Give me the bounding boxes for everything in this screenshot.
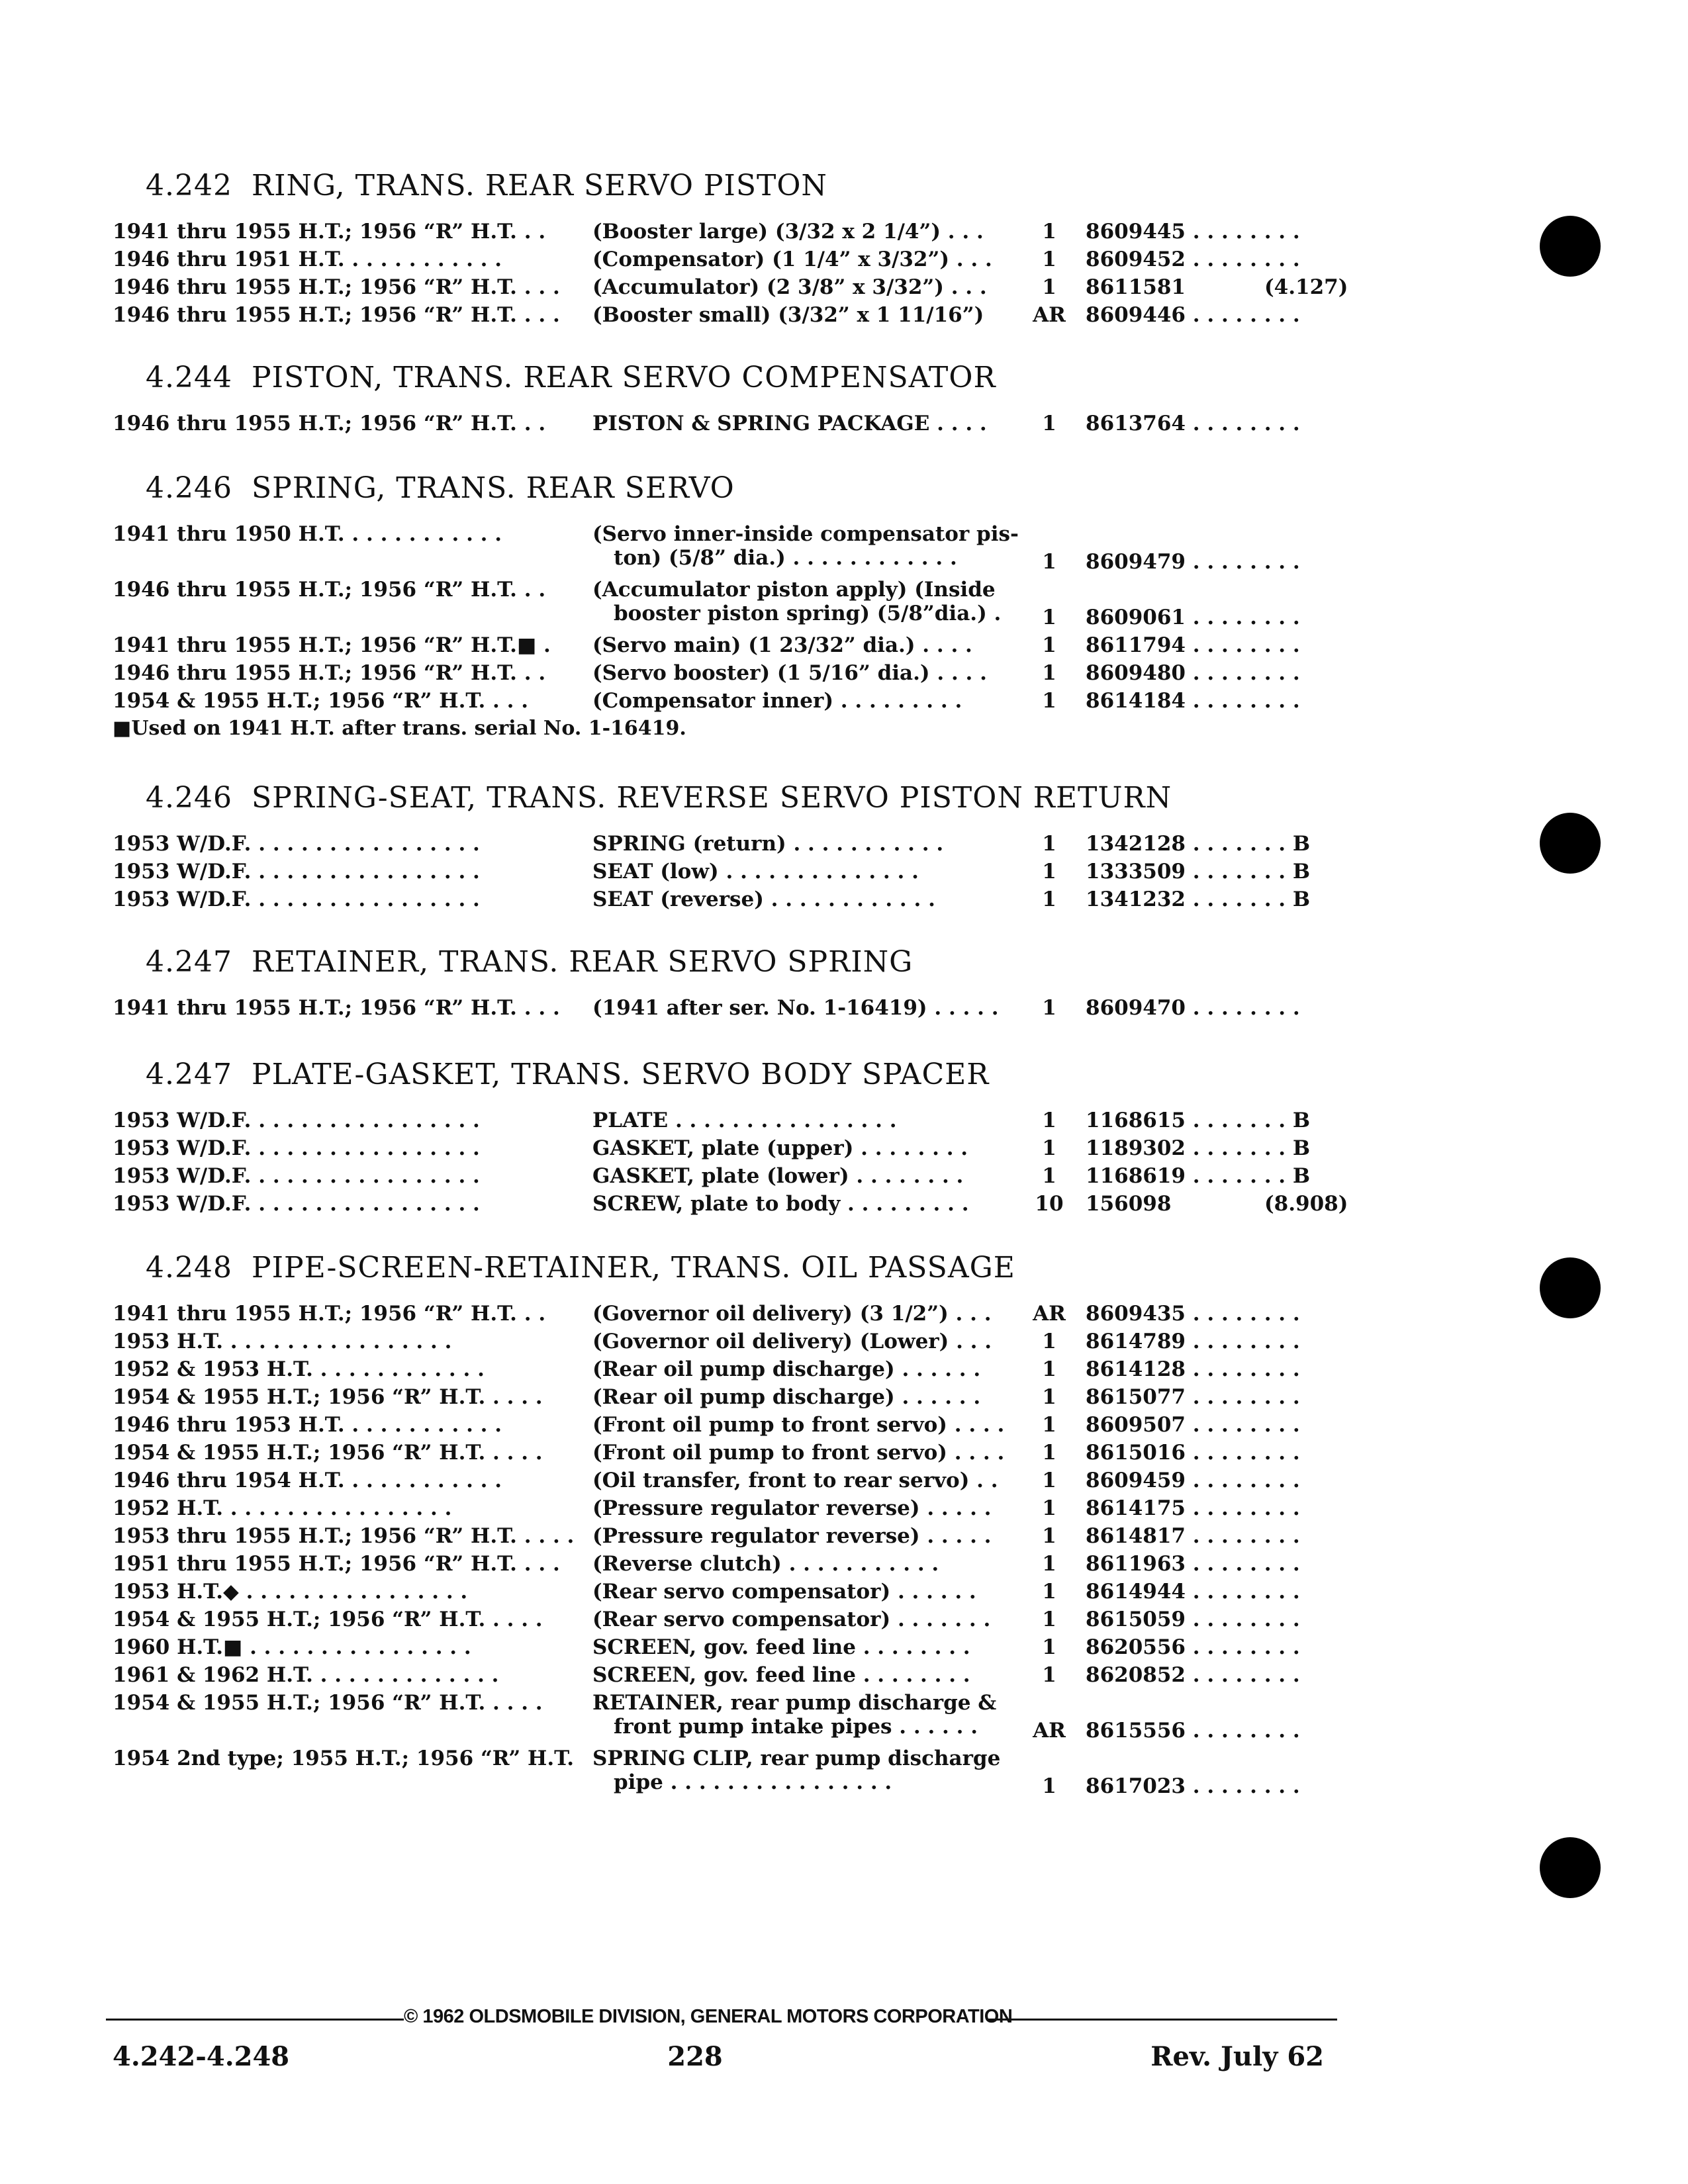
quantity: 1 bbox=[1042, 550, 1056, 574]
part-row bbox=[113, 1747, 1350, 1802]
part-row bbox=[113, 887, 1350, 915]
application: 1954 & 1955 H.T.; 1956 “R” H.T. . . . . bbox=[113, 1691, 543, 1715]
part-row bbox=[113, 1164, 1350, 1192]
part-row bbox=[113, 248, 1350, 275]
description: RETAINER, rear pump discharge & bbox=[592, 1691, 997, 1715]
part-number: 8615016 . . . . . . . . bbox=[1086, 1441, 1300, 1465]
part-number: 8614817 . . . . . . . . bbox=[1086, 1524, 1300, 1548]
part-number: 8609446 . . . . . . . . bbox=[1086, 303, 1300, 327]
part-row bbox=[113, 661, 1350, 689]
part-row bbox=[113, 1580, 1350, 1608]
part-row bbox=[113, 1691, 1350, 1747]
quantity: 1 bbox=[1042, 996, 1056, 1020]
application: 1941 thru 1955 H.T.; 1956 “R” H.T. . . bbox=[113, 220, 546, 244]
section-number: 4.246 bbox=[146, 471, 232, 505]
part-number: 8614184 . . . . . . . . bbox=[1086, 689, 1300, 713]
part-number: 1168615 . . . . . . . B bbox=[1086, 1109, 1311, 1132]
quantity: 1 bbox=[1042, 1774, 1056, 1798]
quantity: 1 bbox=[1042, 1663, 1056, 1687]
binder-hole bbox=[1540, 813, 1601, 874]
part-number: 8611794 . . . . . . . . bbox=[1086, 633, 1300, 657]
description: SPRING (return) . . . . . . . . . . . bbox=[592, 832, 944, 856]
quantity: 1 bbox=[1042, 661, 1056, 685]
part-number: 8609507 . . . . . . . . bbox=[1086, 1413, 1300, 1437]
application: 1953 W/D.F. . . . . . . . . . . . . . . . . bbox=[113, 832, 480, 856]
section-title: RETAINER, TRANS. REAR SERVO SPRING bbox=[252, 945, 914, 979]
part-row bbox=[113, 1524, 1350, 1552]
part-number: 1342128 . . . . . . . B bbox=[1086, 832, 1311, 856]
quantity: 1 bbox=[1042, 887, 1056, 911]
part-number: 8617023 . . . . . . . . bbox=[1086, 1774, 1300, 1798]
quantity: 1 bbox=[1042, 1635, 1056, 1659]
application: 1946 thru 1954 H.T. . . . . . . . . . . . bbox=[113, 1469, 502, 1492]
part-number-cell bbox=[1086, 275, 1350, 299]
binder-hole bbox=[1540, 216, 1601, 277]
application: 1954 & 1955 H.T.; 1956 “R” H.T. . . . . bbox=[113, 1608, 543, 1631]
section-4-246-spring-seat bbox=[113, 781, 1350, 915]
section-4-248 bbox=[113, 1251, 1350, 1802]
section-title: PIPE-SCREEN-RETAINER, TRANS. OIL PASSAGE bbox=[252, 1251, 1015, 1285]
section-title: SPRING-SEAT, TRANS. REVERSE SERVO PISTON RETURN bbox=[252, 781, 1172, 815]
application: 1941 thru 1950 H.T. . . . . . . . . . . . bbox=[113, 522, 502, 546]
cross-reference: (4.127) bbox=[1264, 275, 1348, 299]
description-continued: booster piston spring) (5/8”dia.) . bbox=[614, 602, 1002, 625]
description: (Compensator) (1 1/4” x 3/32”) . . . bbox=[592, 248, 992, 271]
description: SCREW, plate to body . . . . . . . . . bbox=[592, 1192, 969, 1216]
part-number: 8615556 . . . . . . . . bbox=[1086, 1719, 1300, 1743]
quantity: 1 bbox=[1042, 275, 1056, 299]
part-row bbox=[113, 996, 1350, 1024]
part-number: 1341232 . . . . . . . B bbox=[1086, 887, 1311, 911]
quantity: 1 bbox=[1042, 1109, 1056, 1132]
quantity: 1 bbox=[1042, 1608, 1056, 1631]
description: (Rear oil pump discharge) . . . . . . bbox=[592, 1385, 981, 1409]
description: GASKET, plate (upper) . . . . . . . . bbox=[592, 1136, 968, 1160]
quantity: AR bbox=[1033, 1302, 1066, 1326]
quantity: 1 bbox=[1042, 1413, 1056, 1437]
part-row bbox=[113, 633, 1350, 661]
part-number-cell bbox=[1086, 1192, 1350, 1216]
revision-date: Rev. July 62 bbox=[1150, 2041, 1324, 2072]
description: (Pressure regulator reverse) . . . . . bbox=[592, 1496, 992, 1520]
application: 1953 thru 1955 H.T.; 1956 “R” H.T. . . . . bbox=[113, 1524, 575, 1548]
part-row bbox=[113, 1413, 1350, 1441]
part-number: 8611963 . . . . . . . . bbox=[1086, 1552, 1300, 1576]
part-row bbox=[113, 1441, 1350, 1469]
application: 1946 thru 1951 H.T. . . . . . . . . . . . bbox=[113, 248, 502, 271]
part-number: 8615077 . . . . . . . . bbox=[1086, 1385, 1300, 1409]
application: 1946 thru 1955 H.T.; 1956 “R” H.T. . . bbox=[113, 661, 546, 685]
part-number: 8609470 . . . . . . . . bbox=[1086, 996, 1300, 1020]
description: (Rear servo compensator) . . . . . . bbox=[592, 1580, 976, 1604]
part-number: 8609480 . . . . . . . . bbox=[1086, 661, 1300, 685]
part-row bbox=[113, 412, 1350, 439]
part-row bbox=[113, 1552, 1350, 1580]
copyright-notice: © 1962 OLDSMOBILE DIVISION, GENERAL MOTORS CORPORATION bbox=[404, 2006, 1013, 2027]
quantity: 1 bbox=[1042, 1441, 1056, 1465]
description: (Oil transfer, front to rear servo) . . bbox=[592, 1469, 998, 1492]
application: 1953 W/D.F. . . . . . . . . . . . . . . . . bbox=[113, 1136, 480, 1160]
part-number: 8611581 bbox=[1086, 275, 1186, 299]
part-row bbox=[113, 220, 1350, 248]
cross-reference: (8.908) bbox=[1264, 1192, 1348, 1216]
description: (Pressure regulator reverse) . . . . . bbox=[592, 1524, 992, 1548]
section-heading bbox=[146, 1251, 1350, 1285]
part-row bbox=[113, 1635, 1350, 1663]
quantity: 1 bbox=[1042, 1524, 1056, 1548]
part-row bbox=[113, 578, 1350, 633]
section-number: 4.248 bbox=[146, 1251, 232, 1285]
section-number: 4.246 bbox=[146, 781, 232, 815]
section-4-242 bbox=[113, 169, 1350, 331]
description: SPRING CLIP, rear pump discharge bbox=[592, 1747, 1001, 1770]
part-number: 1168619 . . . . . . . B bbox=[1086, 1164, 1311, 1188]
part-row bbox=[113, 1385, 1350, 1413]
page-number: 228 bbox=[667, 2041, 723, 2072]
description: (Accumulator piston apply) (Inside bbox=[592, 578, 996, 602]
description: (Servo booster) (1 5/16” dia.) . . . . bbox=[592, 661, 987, 685]
description-continued: front pump intake pipes . . . . . . bbox=[614, 1715, 978, 1739]
application: 1954 & 1955 H.T.; 1956 “R” H.T. . . . . bbox=[113, 1385, 543, 1409]
description: (Servo inner-inside compensator pis- bbox=[592, 522, 1019, 546]
description: SEAT (low) . . . . . . . . . . . . . . bbox=[592, 860, 919, 884]
part-row bbox=[113, 860, 1350, 887]
quantity: 10 bbox=[1035, 1192, 1064, 1216]
quantity: 1 bbox=[1042, 1580, 1056, 1604]
part-row bbox=[113, 522, 1350, 578]
footnote: ■Used on 1941 H.T. after trans. serial No. 1-16419. bbox=[113, 717, 686, 740]
application: 1946 thru 1955 H.T.; 1956 “R” H.T. . . . bbox=[113, 303, 560, 327]
description: GASKET, plate (lower) . . . . . . . . bbox=[592, 1164, 964, 1188]
quantity: 1 bbox=[1042, 832, 1056, 856]
section-heading bbox=[146, 945, 1350, 979]
quantity: 1 bbox=[1042, 860, 1056, 884]
section-4-247-retainer bbox=[113, 945, 1350, 1024]
part-row bbox=[113, 1469, 1350, 1496]
part-number: 156098 bbox=[1086, 1192, 1172, 1216]
part-row bbox=[113, 1357, 1350, 1385]
part-row bbox=[113, 1302, 1350, 1330]
application: 1954 & 1955 H.T.; 1956 “R” H.T. . . . . bbox=[113, 1441, 543, 1465]
application: 1961 & 1962 H.T. . . . . . . . . . . . . . bbox=[113, 1663, 499, 1687]
description: PISTON & SPRING PACKAGE . . . . bbox=[592, 412, 987, 435]
quantity: 1 bbox=[1042, 1330, 1056, 1353]
description: (1941 after ser. No. 1-16419) . . . . . bbox=[592, 996, 999, 1020]
description: (Governor oil delivery) (Lower) . . . bbox=[592, 1330, 992, 1353]
section-4-244 bbox=[113, 361, 1350, 439]
part-number: 8609479 . . . . . . . . bbox=[1086, 550, 1300, 574]
application: 1941 thru 1955 H.T.; 1956 “R” H.T. . . . bbox=[113, 996, 560, 1020]
application: 1954 2nd type; 1955 H.T.; 1956 “R” H.T. bbox=[113, 1747, 575, 1770]
part-number: 1189302 . . . . . . . B bbox=[1086, 1136, 1311, 1160]
section-number: 4.244 bbox=[146, 361, 232, 394]
application: 1953 W/D.F. . . . . . . . . . . . . . . . . bbox=[113, 887, 480, 911]
description: SCREEN, gov. feed line . . . . . . . . bbox=[592, 1635, 970, 1659]
application: 1953 W/D.F. . . . . . . . . . . . . . . . . bbox=[113, 1192, 480, 1216]
quantity: 1 bbox=[1042, 1469, 1056, 1492]
part-number: 8614789 . . . . . . . . bbox=[1086, 1330, 1300, 1353]
part-number: 8613764 . . . . . . . . bbox=[1086, 412, 1300, 435]
application: 1954 & 1955 H.T.; 1956 “R” H.T. . . . bbox=[113, 689, 528, 713]
section-heading bbox=[146, 471, 1350, 505]
part-number: 8609435 . . . . . . . . bbox=[1086, 1302, 1300, 1326]
part-number: 8614944 . . . . . . . . bbox=[1086, 1580, 1300, 1604]
application: 1941 thru 1955 H.T.; 1956 “R” H.T. . . bbox=[113, 1302, 546, 1326]
application: 1953 H.T.◆ . . . . . . . . . . . . . . . . bbox=[113, 1580, 468, 1604]
quantity: 1 bbox=[1042, 1136, 1056, 1160]
section-heading bbox=[146, 781, 1350, 815]
quantity: AR bbox=[1033, 303, 1066, 327]
quantity: 1 bbox=[1042, 1552, 1056, 1576]
quantity: AR bbox=[1033, 1719, 1066, 1743]
section-number: 4.247 bbox=[146, 945, 232, 979]
section-title: PLATE-GASKET, TRANS. SERVO BODY SPACER bbox=[252, 1058, 990, 1091]
description: (Booster large) (3/32 x 2 1/4”) . . . bbox=[592, 220, 984, 244]
part-number: 8615059 . . . . . . . . bbox=[1086, 1608, 1300, 1631]
quantity: 1 bbox=[1042, 1385, 1056, 1409]
section-4-246-spring bbox=[113, 471, 1350, 743]
quantity: 1 bbox=[1042, 606, 1056, 629]
quantity: 1 bbox=[1042, 1164, 1056, 1188]
description: (Rear oil pump discharge) . . . . . . bbox=[592, 1357, 981, 1381]
description: PLATE . . . . . . . . . . . . . . . . bbox=[592, 1109, 897, 1132]
application: 1953 W/D.F. . . . . . . . . . . . . . . . . bbox=[113, 1164, 480, 1188]
section-heading bbox=[146, 361, 1350, 394]
section-title: RING, TRANS. REAR SERVO PISTON bbox=[252, 169, 827, 203]
application: 1952 & 1953 H.T. . . . . . . . . . . . . bbox=[113, 1357, 485, 1381]
description: (Front oil pump to front servo) . . . . bbox=[592, 1413, 1005, 1437]
section-4-247-plate-gasket bbox=[113, 1058, 1350, 1220]
part-row bbox=[113, 1192, 1350, 1220]
application: 1946 thru 1955 H.T.; 1956 “R” H.T. . . bbox=[113, 578, 546, 602]
quantity: 1 bbox=[1042, 1496, 1056, 1520]
part-row bbox=[113, 832, 1350, 860]
application: 1952 H.T. . . . . . . . . . . . . . . . . bbox=[113, 1496, 452, 1520]
description: (Accumulator) (2 3/8” x 3/32”) . . . bbox=[592, 275, 987, 299]
description: SCREEN, gov. feed line . . . . . . . . bbox=[592, 1663, 970, 1687]
quantity: 1 bbox=[1042, 1357, 1056, 1381]
description: (Servo main) (1 23/32” dia.) . . . . bbox=[592, 633, 972, 657]
quantity: 1 bbox=[1042, 220, 1056, 244]
section-range: 4.242-4.248 bbox=[113, 2041, 290, 2072]
description: (Booster small) (3/32” x 1 11/16”) bbox=[592, 303, 984, 327]
part-number: 8609459 . . . . . . . . bbox=[1086, 1469, 1300, 1492]
part-row bbox=[113, 689, 1350, 717]
description: (Governor oil delivery) (3 1/2”) . . . bbox=[592, 1302, 992, 1326]
application: 1946 thru 1953 H.T. . . . . . . . . . . . bbox=[113, 1413, 502, 1437]
part-number: 8609452 . . . . . . . . bbox=[1086, 248, 1300, 271]
application: 1946 thru 1955 H.T.; 1956 “R” H.T. . . bbox=[113, 412, 546, 435]
application: 1960 H.T.■ . . . . . . . . . . . . . . . . bbox=[113, 1635, 471, 1659]
part-number: 8620556 . . . . . . . . bbox=[1086, 1635, 1300, 1659]
description: (Rear servo compensator) . . . . . . . bbox=[592, 1608, 991, 1631]
section-number: 4.247 bbox=[146, 1058, 232, 1091]
description-continued: ton) (5/8” dia.) . . . . . . . . . . . . bbox=[614, 546, 957, 570]
part-row bbox=[113, 275, 1350, 303]
application: 1941 thru 1955 H.T.; 1956 “R” H.T.■ . bbox=[113, 633, 551, 657]
description-continued: pipe . . . . . . . . . . . . . . . . bbox=[614, 1770, 892, 1794]
binder-hole bbox=[1540, 1257, 1601, 1318]
part-number: 8620852 . . . . . . . . bbox=[1086, 1663, 1300, 1687]
section-heading bbox=[146, 1058, 1350, 1091]
section-number: 4.242 bbox=[146, 169, 232, 203]
application: 1953 W/D.F. . . . . . . . . . . . . . . . . bbox=[113, 860, 480, 884]
description: (Compensator inner) . . . . . . . . . bbox=[592, 689, 962, 713]
quantity: 1 bbox=[1042, 412, 1056, 435]
part-number: 1333509 . . . . . . . B bbox=[1086, 860, 1311, 884]
part-number: 8609061 . . . . . . . . bbox=[1086, 606, 1300, 629]
description: (Front oil pump to front servo) . . . . bbox=[592, 1441, 1005, 1465]
application: 1946 thru 1955 H.T.; 1956 “R” H.T. . . . bbox=[113, 275, 560, 299]
section-title: PISTON, TRANS. REAR SERVO COMPENSATOR bbox=[252, 361, 996, 394]
quantity: 1 bbox=[1042, 633, 1056, 657]
application: 1953 W/D.F. . . . . . . . . . . . . . . . . bbox=[113, 1109, 480, 1132]
part-row bbox=[113, 1608, 1350, 1635]
part-number: 8614128 . . . . . . . . bbox=[1086, 1357, 1300, 1381]
part-row bbox=[113, 303, 1350, 331]
part-row bbox=[113, 1496, 1350, 1524]
part-row bbox=[113, 1663, 1350, 1691]
part-row bbox=[113, 1330, 1350, 1357]
application: 1951 thru 1955 H.T.; 1956 “R” H.T. . . . bbox=[113, 1552, 560, 1576]
quantity: 1 bbox=[1042, 689, 1056, 713]
section-title: SPRING, TRANS. REAR SERVO bbox=[252, 471, 735, 505]
part-number: 8614175 . . . . . . . . bbox=[1086, 1496, 1300, 1520]
quantity: 1 bbox=[1042, 248, 1056, 271]
part-number: 8609445 . . . . . . . . bbox=[1086, 220, 1300, 244]
description: SEAT (reverse) . . . . . . . . . . . . bbox=[592, 887, 935, 911]
part-row bbox=[113, 1109, 1350, 1136]
section-heading bbox=[146, 169, 1350, 203]
binder-hole bbox=[1540, 1837, 1601, 1898]
part-row bbox=[113, 1136, 1350, 1164]
description: (Reverse clutch) . . . . . . . . . . . bbox=[592, 1552, 939, 1576]
application: 1953 H.T. . . . . . . . . . . . . . . . . bbox=[113, 1330, 452, 1353]
